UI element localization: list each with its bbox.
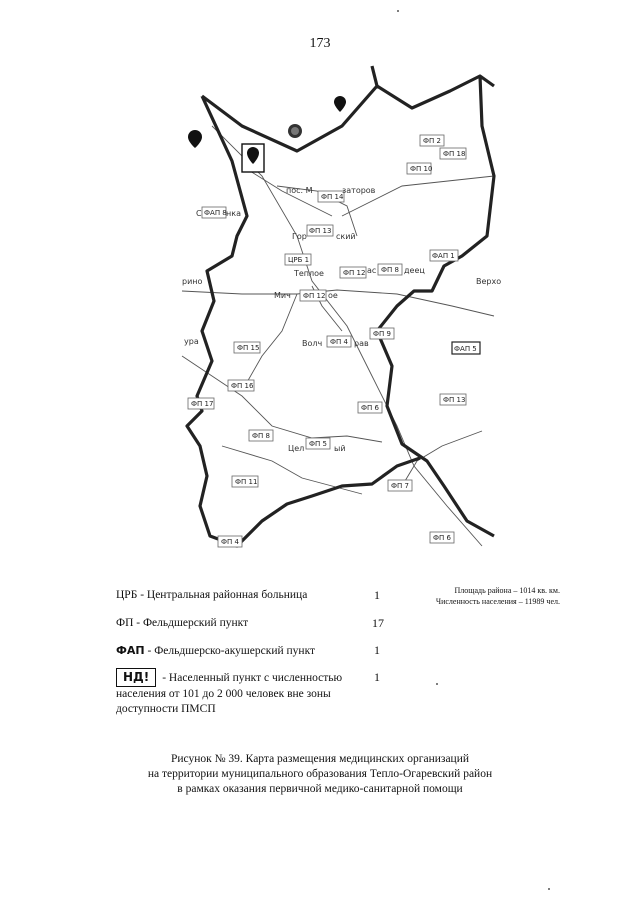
globe-pin-icon	[288, 124, 302, 138]
legend-count-fp: 17	[372, 616, 384, 630]
legend-symbol-fp: ФП	[116, 617, 134, 629]
scan-speck	[397, 10, 399, 12]
svg-text:ФП 10: ФП 10	[410, 165, 433, 173]
svg-text:ый: ый	[334, 444, 346, 453]
svg-text:ФП 14: ФП 14	[321, 193, 344, 201]
scan-speck	[548, 888, 550, 890]
svg-text:ФП 8: ФП 8	[252, 432, 270, 440]
svg-text:Гор: Гор	[292, 232, 307, 241]
district-area: Площадь района – 1014 кв. км.	[454, 586, 560, 595]
hospital-marker-icon	[242, 144, 264, 172]
legend-count-fap: 1	[374, 643, 380, 657]
svg-text:ФАП 5: ФАП 5	[454, 345, 477, 353]
legend-count-crb: 1	[374, 588, 380, 602]
svg-text:ФП 9: ФП 9	[373, 330, 391, 338]
legend-count-nd: 1	[374, 670, 380, 684]
svg-text:ФП 8: ФП 8	[381, 266, 399, 274]
svg-text:С: С	[196, 209, 202, 218]
svg-text:ФП 18: ФП 18	[443, 150, 466, 158]
caption-line-3: в рамках оказания первичной медико-санитарной помощи	[177, 783, 463, 795]
pin-icon	[188, 130, 202, 148]
legend-symbol-fap: ФАП	[116, 644, 145, 657]
svg-text:ФП 6: ФП 6	[361, 404, 379, 412]
svg-text:ФП 7: ФП 7	[391, 482, 409, 490]
district-boundary	[187, 66, 494, 546]
scan-speck	[436, 683, 438, 685]
svg-text:рав: рав	[354, 339, 369, 348]
legend-text-fap: - Фельдшерско-акушерский пункт	[147, 645, 316, 657]
svg-text:Мич: Мич	[274, 291, 291, 300]
svg-text:ФП 13: ФП 13	[309, 227, 332, 235]
legend-item-fap	[116, 643, 315, 659]
caption-line-2: на территории муниципального образования Тепло-Огаревский район	[147, 768, 493, 780]
legend-item-nd	[116, 668, 361, 717]
svg-text:ое: ое	[328, 291, 338, 300]
pin-icon	[334, 96, 346, 112]
svg-text:Цел: Цел	[288, 444, 305, 453]
svg-text:заторов: заторов	[342, 186, 376, 195]
svg-text:деец: деец	[404, 266, 425, 275]
legend-text-nd: - Населенный пункт с численностью населения от 101 до 2 000 человек вне зоны доступности ПМСП	[116, 672, 343, 715]
svg-text:ФП 12: ФП 12	[343, 269, 366, 277]
svg-text:рино: рино	[182, 277, 203, 286]
legend-text-crb: - Центральная районная больница	[140, 589, 308, 601]
svg-text:ФАП 8: ФАП 8	[204, 209, 227, 217]
svg-text:ФП 4: ФП 4	[221, 538, 239, 546]
district-stats	[418, 585, 560, 607]
svg-text:пос. М: пос. М	[286, 186, 313, 195]
svg-text:Верхо: Верхо	[476, 277, 502, 286]
svg-text:Волч: Волч	[302, 339, 323, 348]
svg-text:ФП 11: ФП 11	[235, 478, 258, 486]
figure-caption	[0, 752, 640, 797]
svg-text:ФП 13: ФП 13	[443, 396, 466, 404]
map-svg	[182, 66, 502, 556]
svg-text:ас: ас	[367, 266, 377, 275]
svg-text:ФП 5: ФП 5	[309, 440, 327, 448]
svg-text:ФП 16: ФП 16	[231, 382, 254, 390]
legend-symbol-crb: ЦРБ	[116, 589, 138, 601]
caption-line-1: Рисунок № 39. Карта размещения медицинских организаций	[170, 753, 470, 765]
svg-text:Теплое: Теплое	[294, 269, 324, 278]
svg-text:ФП 17: ФП 17	[191, 400, 214, 408]
svg-text:ФП 2: ФП 2	[423, 137, 441, 145]
svg-text:ФП 15: ФП 15	[237, 344, 260, 352]
svg-text:ФП 6: ФП 6	[433, 534, 451, 542]
legend-text-fp: - Фельдшерский пункт	[136, 617, 249, 629]
svg-text:ФП 12: ФП 12	[303, 292, 326, 300]
svg-text:ФАП 1: ФАП 1	[432, 252, 455, 260]
svg-text:ура: ура	[184, 337, 199, 346]
svg-text:ский: ский	[336, 232, 356, 241]
district-population: Численность населения – 11989 чел.	[435, 597, 560, 606]
district-map	[182, 66, 502, 556]
svg-text:ФП 4: ФП 4	[330, 338, 348, 346]
svg-text:нка: нка	[226, 209, 241, 218]
svg-text:ЦРБ 1: ЦРБ 1	[288, 256, 310, 264]
page-number: 173	[309, 36, 331, 51]
legend-symbol-nd: НД!	[116, 668, 156, 687]
legend-item-crb	[116, 588, 307, 603]
legend-item-fp	[116, 616, 248, 631]
